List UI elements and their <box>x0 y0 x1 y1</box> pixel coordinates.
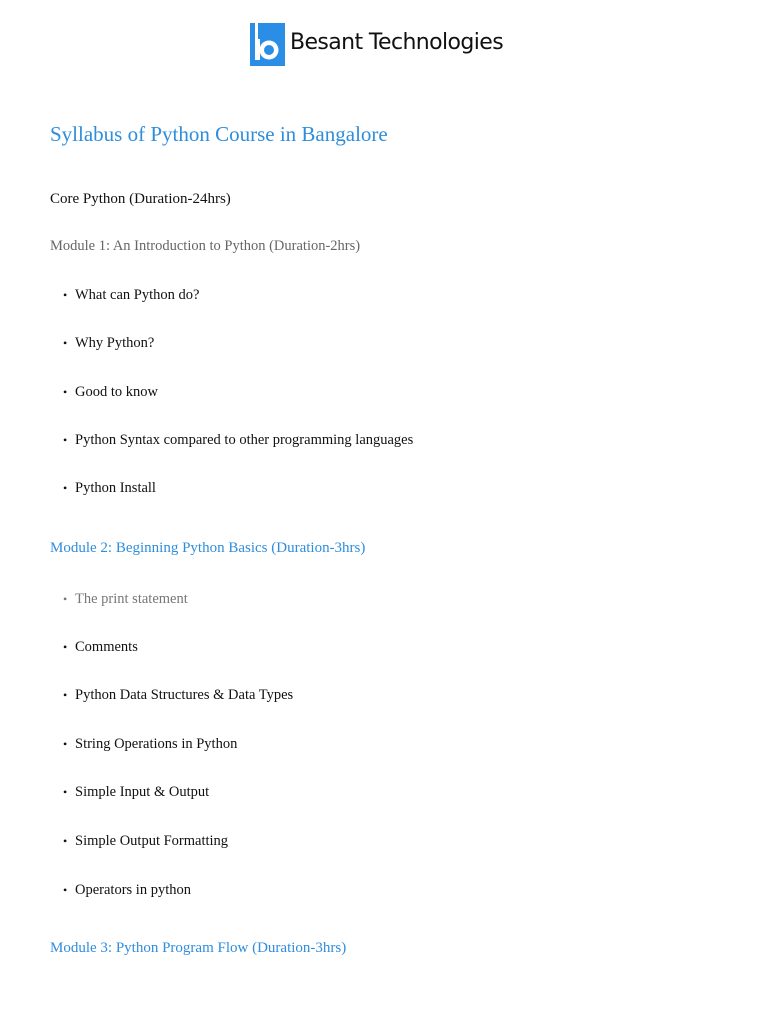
list-item: • Simple Input & Output <box>63 784 210 800</box>
bullet-icon: • <box>63 688 68 702</box>
course-heading: Core Python (Duration-24hrs) <box>50 191 231 207</box>
bullet-icon: • <box>63 834 68 848</box>
module-2-heading: Module 2: Beginning Python Basics (Duration-3hrs) <box>50 540 366 556</box>
list-item: • Python Syntax compared to other programming languages <box>63 432 414 448</box>
list-item: • Comments <box>63 639 138 655</box>
bullet-icon: • <box>63 785 68 799</box>
bullet-icon: • <box>63 433 68 447</box>
bullet-icon: • <box>63 592 68 606</box>
list-item: • What can Python do? <box>63 287 200 303</box>
list-item: • Python Install <box>63 480 156 496</box>
besant-b-logo-icon <box>250 23 285 66</box>
list-item: • Operators in python <box>63 882 191 898</box>
brand-logo <box>250 22 503 66</box>
module-3-heading: Module 3: Python Program Flow (Duration-3hrs) <box>50 940 347 956</box>
bullet-icon: • <box>63 481 68 495</box>
bullet-icon: • <box>63 640 68 654</box>
list-item: • String Operations in Python <box>63 736 238 752</box>
bullet-icon: • <box>63 883 68 897</box>
list-item: • The print statement <box>63 591 188 607</box>
list-item: • Simple Output Formatting <box>63 833 229 849</box>
bullet-icon: • <box>63 288 68 302</box>
list-item: • Python Data Structures & Data Types <box>63 687 294 703</box>
list-item: • Good to know <box>63 384 158 400</box>
bullet-icon: • <box>63 737 68 751</box>
module-1-heading: Module 1: An Introduction to Python (Duration-2hrs) <box>50 238 361 254</box>
page-title: Syllabus of Python Course in Bangalore <box>50 122 388 146</box>
list-item: • Why Python? <box>63 335 155 351</box>
bullet-icon: • <box>63 385 68 399</box>
brand-name: Besant Technologies <box>290 30 504 55</box>
bullet-icon: • <box>63 336 68 350</box>
